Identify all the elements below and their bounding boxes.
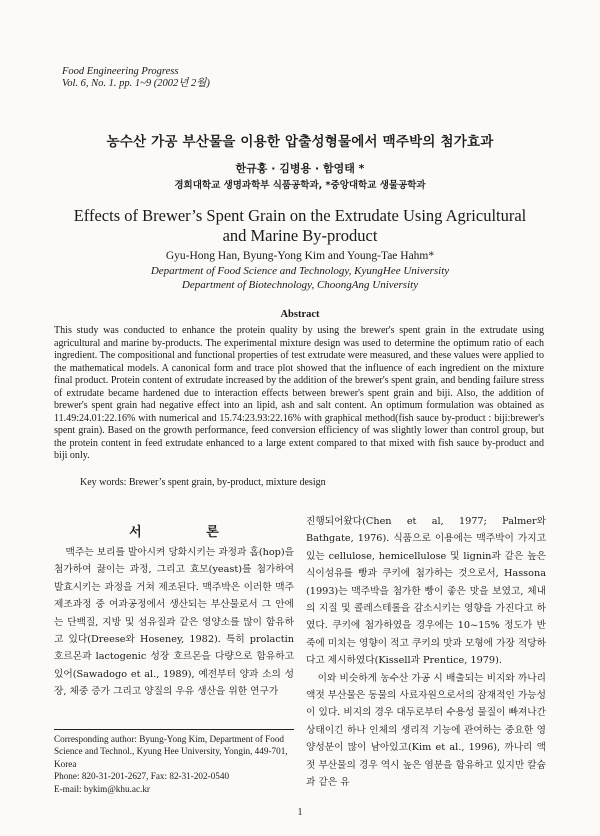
english-title-line2: and Marine By-product [222, 226, 378, 245]
english-affiliation-2: Department of Biotechnology, ChoongAng University [181, 279, 419, 291]
korean-title: 농수산 가공 부산물을 이용한 압출성형물에서 맥주박의 첨가효과 [106, 134, 494, 150]
journal-name: Food Engineering Progress [62, 66, 179, 77]
english-affiliation-1: Department of Food Science and Technology, KyungHee University [150, 265, 450, 277]
journal-header [62, 66, 210, 90]
korean-affiliation: 경희대학교 생명과학부 식품공학과, *중앙대학교 생물공학과 [174, 180, 426, 191]
korean-authors: 한규홍 · 김병용 · 함영태 * [235, 162, 365, 175]
intro-paragraph-1: 맥주는 보리를 발아시켜 당화시키는 과정과 홉(hop)을 첨가하여 끓이는 과정, 그리고 효모(yeast)를 첨가하여 발효시키는 과정을 거쳐 제조된다. 맥주박은 이러한 맥주 제조과정 중 여과공정에서 생산되는 부산물로서 그 안에는 단백질, 지방 및 섬유질과 같은 영양소를 많이 함유하고 있다(Dreese와 Hoseney, 1982). 특히 prolactin 호르몬과 lactogenic 성장 호르몬을 다량으로 함유하고 있어(Sawadogo et al., 1989), 예전부터 양과 소의 성장, 체중 증가 그리고 양질의 우유 생산을 위한 연구가 [54, 547, 295, 698]
footnote [54, 733, 294, 795]
page-number: 1 [297, 807, 303, 818]
abstract-body [54, 325, 544, 463]
keywords: Key words: Brewer’s spent grain, by-product, mixture design [80, 477, 326, 488]
right-column [306, 513, 546, 792]
intro-paragraph-1-continued: 진행되어왔다(Chen et al, 1977; Palmer와 Bathgate, 1976). 식품으로 이용에는 맥주박이 가지고 있는 cellulose, hemicellulose 및 lignin과 같은 높은 식이섬유를 빵과 쿠키에 첨가하는 것으로서, Hassona (1993)는 맥주박을 첨가한 빵이 좋은 맛을 보였고, 체내의 지질 및 콜레스테롤을 감소시키는 영향을 가진다고 하였다. 쿠키에 첨가하였을 경우에는 10~15% 정도가 반죽에 미치는 영향이 적고 쿠키의 맛과 모형에 가장 적당하다고 제시하였다(Kissell과 Prentice, 1979). [306, 516, 546, 667]
abstract-text: This study was conducted to enhance the protein quality by using the brewer's spent grain in the extrudate using agricultural and marine by-products. The experimental mixture design was used to determine the optimum ratio of each ingredient. The compositional and functional properties of test extrudate were measured, and these values were applied to the mathematical models. A canonical form and trace plot showed that the influence of each ingredient on the mixture final product. Protein content of extrudate increased by the addition of the brewer's spent grain, and bending failure stress of extrudate became hardened due to interaction effects between brewer's spent grain and biji. Also, the addition of brewer's spent grain had negative effect into an lipid, ash and salt content. An optimum formulation was obtained as 11.49:24.01:22.16% with numerical and 15.74:23.93:22.16% with graphical method(fish sauce by-product : biji:brewer's spent grain). Based on the growth performance, feed conversion efficiency of was slightly lower than control group, but the protein content in feed extrudate enhanced to a large extent compared to that mixed with fish sauce by-product and biji only. [54, 325, 544, 462]
footnote-divider [54, 729, 294, 730]
journal-volume: Vol. 6, No. 1. pp. 1~9 (2002년 2월) [62, 78, 210, 89]
left-column [54, 544, 294, 701]
footnote-corresponding-author: Corresponding author: Byung-Yong Kim, Department of Food Science and Technol., Kyung Hee University, Yongin, 449-701, Korea [54, 734, 288, 769]
section-heading-introduction: 서 론 [129, 525, 249, 540]
footnote-phone-fax: Phone: 820-31-201-2627, Fax: 82-31-202-0540 [54, 771, 230, 782]
english-title [40, 206, 560, 246]
intro-paragraph-2: 이와 비슷하게 농수산 가공 시 배출되는 비지와 까나리 액젓 부산물은 동물의 사료자원으로서의 잠재적인 가능성이 있다. 비지의 경우 대두로부터 수용성 물질이 빠져나간 상태이긴 하나 인체의 생리적 기능에 관여하는 중요한 영양성분이 많이 남아있고(Kim et al., 1996), 까나리 액젓 부산물의 경우 역시 높은 염분을 함유하고 있지만 칼슘과 같은 유 [306, 672, 546, 789]
footnote-email: E-mail: bykim@khu.ac.kr [54, 783, 150, 794]
english-title-line1: Effects of Brewer’s Spent Grain on the Extrudate Using Agricultural [73, 206, 527, 225]
english-authors: Gyu-Hong Han, Byung-Yong Kim and Young-Tae Hahm* [165, 250, 435, 262]
abstract-heading: Abstract [280, 309, 320, 320]
english-affiliations [0, 264, 600, 292]
